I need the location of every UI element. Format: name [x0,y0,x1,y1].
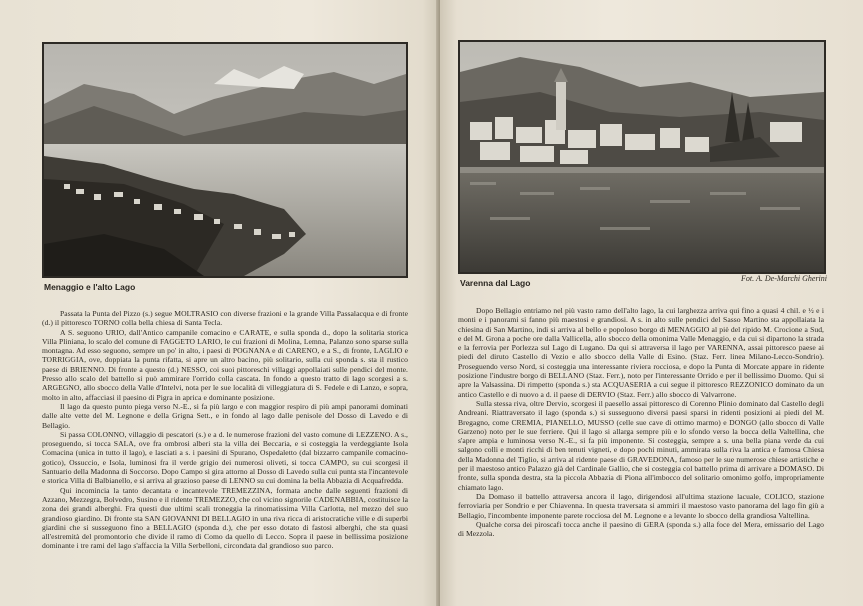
left-paragraph: Qui incomincia la tanto decantata e incantevole TREMEZZINA, formata anche dalle seguenti frazioni di Azzano, Mezzegra, Bolvedro, Susino e il ridente TREMEZZO, che col vicino signorile CADENABBIA, costituisce la zona dei grandi alberghi. Fra questi due ultimi scali troneggia la rinomatissima Villa Carlotta, nel mezzo del suo grandioso giardino. Di fronte sta SAN GIOVANNI DI BELLAGIO in una riva ricca di aristocratiche ville e di superbi giardini che si susseguono fino a BELLAGIO (sponda d.), che per esso dotato di fastosi alberghi, che sta quasi all'estremità del promontorio che divide il ramo di Como da quello di Lecco. Sopra il paese in bellissima posizione dominante i tre rami del lago s'affaccia la Villa Serbelloni, circondata dal grandioso suo parco. [42,485,408,551]
left-photo-caption: Menaggio e l'alto Lago [44,282,136,292]
right-photo-caption: Varenna dal Lago [460,278,531,288]
right-paragraph: Da Domaso il battello attraversa ancora il lago, dirigendosi all'ultima stazione lacuale, COLICO, stazione ferroviaria per Sondrio e per Chiavenna. In questa traversata si ammiri il maestoso vasto panorama del lago fin giù a Bellagio, l'incombente imponente parete rocciosa del M. Legnone e a levante lo sbocco della grandiosa Valtellina. [458,491,824,520]
left-paragraph: A S. seguono URIO, dall'Antico campanile comacino e CARATE, e sulla sponda d., dopo la solitaria storica Villa Pliniana, lo scalo del comune di FAGGETO LARIO, le cui frazioni di Molina, Lemna, Palanzo sono sparse sulla montagna. Ad esso seguono, sempre un po' in alto, i paesi di POGNANA e di CARENO, e a S., di fronte, LAGLIO e TORRIGGIA, ove, doppiata la punta rifatta, si apre un altro bacino, più solitario, sulla cui sponda s. sta il rustico paese di BRIENNO. Di fronte a questo (d.) NESSO, coi suoi pittoreschi villaggi appollaiati sulle pendici del monte. Presso allo scalo del battello si può ammirare l'orrido colla cascata. In fondo a questo tratto di lago scorgesi a s. ARGEGNO, allo sbocco della Valle d'Intelvi, nota per le sue località di villeggiatura di S. Fedele e di Lanzo, e sopra, molto in alto, affacciasi il paesino di Pigra in aprica e dominante posizione. [42,327,408,402]
left-paragraph: Si passa COLONNO, villaggio di pescatori (s.) e a d. le numerose frazioni del vasto comune di LEZZENO. A s., proseguendo, si tocca SALA, ove fra ombrosi alberi sta la villa dei Beccaria, e si costeggia la verdeggiante Isola Comacina (unica in tutto il lago), e lasciati a s. i paesini di Spurano, Ospedaletto (dal bizzarro campanile comacino-gotico), Ossuccio, e Isola, luminosi fra il verde grigio dei numerosi oliveti, si tocca CAMPO, su cui scorgesi il Santuario della Madonna di Soccorso. Dopo Campo si gira attorno al Dosso di Lavedo sulla cui punta sta l'incantevole e storica Villa di Balbianello, e si arriva al grazioso paese di LENNO su cui domina la bella Abbazia di Acquafredda. [42,429,408,486]
right-body-text [458,306,824,538]
left-paragraph: Il lago da questo punto piega verso N.-E., si fa più largo e con maggior respiro di più ampi panorami dominati dalle alte vette del M. Legnone e della Grigna Sett., e in fondo al lago dalle penisole del Dosso di Lavedo e di Bellagio. [42,401,408,430]
left-photo [42,42,408,278]
right-paragraph: Qualche corsa dei piroscafi tocca anche il paesino di GERA (sponda s.) alla foce del Mera, emissario del Lago di Mezzola. [458,519,824,539]
right-paragraph: Sulla stessa riva, oltre Dervio, scorgesi il paesello assai pittoresco di Corenno Plinio dominato dal Castello degli Andreani. Riattraversato il lago (sponda s.) si susseguono diversi paesi sparsi in ridenti posizioni ai piedi del M. Bregagno, come CREMIA, PIANELLO, MUSSO (celle sue cave di ottimo marmo) e DONGO (allo sbocco di Valle Garzeno) noto per le sue ferriere. Qui il lago si allarga sempre più e lo sfondo verso la bocca della Valtellina, che s'apre ampia e luminosa verso N.-E., si fa più imponente. Si costeggia, sempre a s. una bella piana verde da cui salgono colli e monti ricchi di ben tenuti vigneti, e dopo pochi minuti, ammirata sulla riva la antica e famosa Chiesa della Madonna del Tiglio, si arriva al ridente paese di GRAVEDONA, famoso per le sue numerose chiese artistiche e per il maestoso antico Palazzo già del Cardinale Gallio, che si costeggia col battello prima di arrivare a DOMASO. Di fronte, sulla sponda destra, sta la piccola Abbazia di Piona all'imbocco del solitario omonimo golfo, impropriamente chiamato lago. [458,398,824,492]
lake-view-image [44,44,406,276]
photo-credit: Fot. A. De-Marchi Gherini [741,274,827,283]
left-body-text [42,309,408,551]
right-page [440,0,863,606]
left-paragraph: Passata la Punta del Pizzo (s.) segue MOLTRASIO con diverse frazioni e la grande Villa Passalacqua e di fronte (d.) il pittoresco TORNO colla bella chiesa di Santa Tecla. [42,309,408,328]
right-paragraph: Dopo Bellagio entriamo nel più vasto ramo dell'alto lago, la cui larghezza arriva qui fino a quasi 4 chil. e ½ e i monti e i panorami si fanno più maestosi e grandiosi. A s. in alto sulle pendici del Sasso Martino sta appollaiata la chiesina di San Martino, indi si arriva al bello e popoloso borgo di MENAGGIO al piè del ripido M. Crocione a Sud, e del M. Grona a poche ore dalla Vallicella, allo sbocco della omonima Valle Menaggio, e da cui si dipartono la strada e la ferrovia per Porlezza sul Lago di Lugano. Da qui si attraversa il lago per VARENNA, assai pittoresco paese ai piedi del diruto Castello di Vezio e allo sbocco della Valle di Esino. (Staz. Ferr. linea Milano-Lecco-Sondrio). Proseguendo verso Nord, si costeggia una interessante riviera rocciosa, e dopo la Punta di Morcate appare in ridente posizione l'industre borgo di BELLANO (Staz. Ferr.), noto per l'interessante Orrido e per il bellissimo Duomo. Qui si apre la Valsassina. Di rimpetto (sponda s.) sta ACQUASERIA a cui segue il pittoresco REZZONICO dominato da un antico Castello e di nuovo a d. il paese di DERVIO (Staz. Ferr.) allo sbocco di Valvarrone. [458,306,824,399]
village-view-image [460,42,824,272]
right-photo [458,40,826,274]
